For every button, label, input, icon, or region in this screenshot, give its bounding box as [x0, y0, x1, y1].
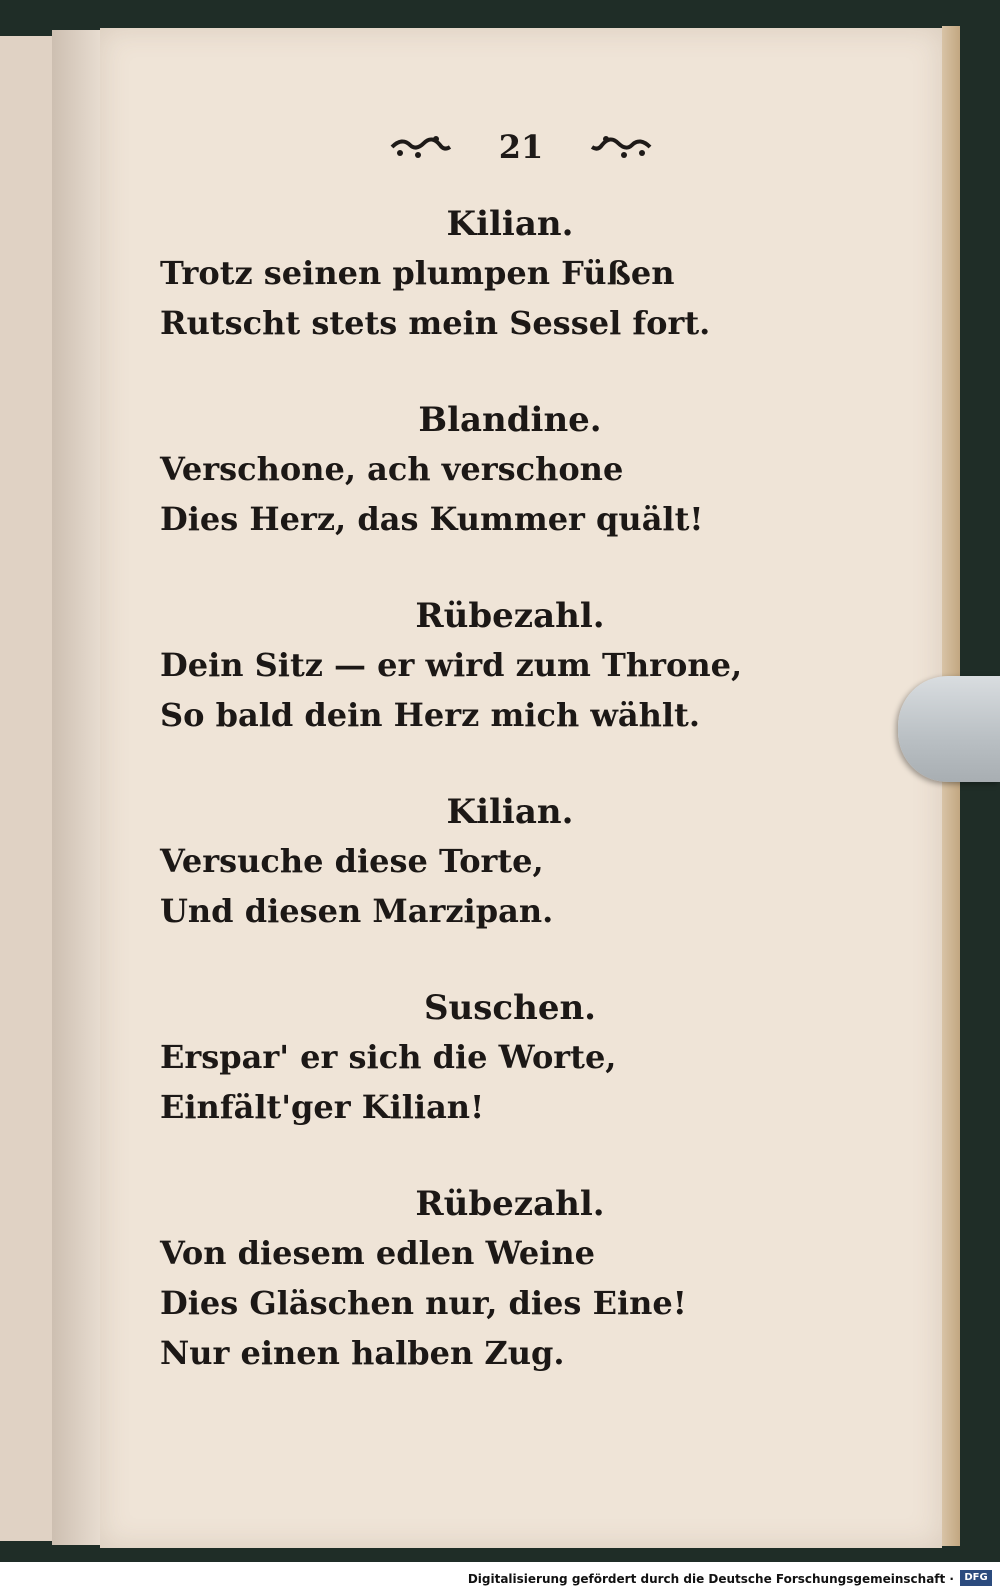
book-gutter — [52, 30, 102, 1545]
verse-line: Trotz seinen plumpen Füßen — [160, 254, 675, 292]
stanza — [160, 396, 860, 592]
speaker-name: Kilian. — [446, 204, 574, 244]
page-clip-marker — [898, 676, 1000, 782]
stanza — [160, 788, 860, 984]
verse-line: So bald dein Herz mich wählt. — [160, 696, 700, 734]
verse-line: Versuche diese Torte, — [160, 842, 544, 880]
verse-line: Dies Gläschen nur, dies Eine! — [160, 1284, 687, 1322]
verse-line: Dies Herz, das Kummer quält! — [160, 500, 704, 538]
speaker-name: Rübezahl. — [415, 596, 605, 636]
verse-line: Erspar' er sich die Worte, — [160, 1038, 617, 1076]
dfg-logo: DFG — [960, 1570, 992, 1586]
page-edge — [942, 26, 960, 1546]
left-ornament-icon — [390, 131, 452, 169]
speaker-name: Blandine. — [418, 400, 602, 440]
verse-line: Einfält'ger Kilian! — [160, 1088, 485, 1126]
stanza — [160, 200, 860, 396]
speaker-name: Rübezahl. — [415, 1184, 605, 1224]
page-number: 21 — [498, 128, 544, 166]
stanza — [160, 1180, 860, 1376]
verse-line: Nur einen halben Zug. — [160, 1334, 565, 1372]
play-text — [160, 200, 860, 1376]
left-page-edge — [0, 36, 54, 1541]
page-header — [100, 128, 942, 169]
digitization-footer — [0, 1562, 1000, 1592]
funding-credit: Digitalisierung gefördert durch die Deutsche Forschungsgemeinschaft · — [467, 1572, 954, 1586]
verse-line: Dein Sitz — er wird zum Throne, — [160, 646, 743, 684]
verse-line: Rutscht stets mein Sessel fort. — [160, 304, 711, 342]
stanza — [160, 984, 860, 1180]
speaker-name: Suschen. — [423, 988, 597, 1028]
verse-line: Verschone, ach verschone — [160, 450, 624, 488]
verse-line: Von diesem edlen Weine — [160, 1234, 596, 1272]
speaker-name: Kilian. — [446, 792, 574, 832]
verse-line: Und diesen Marzipan. — [160, 892, 554, 930]
right-ornament-icon — [590, 131, 652, 169]
stanza — [160, 592, 860, 788]
